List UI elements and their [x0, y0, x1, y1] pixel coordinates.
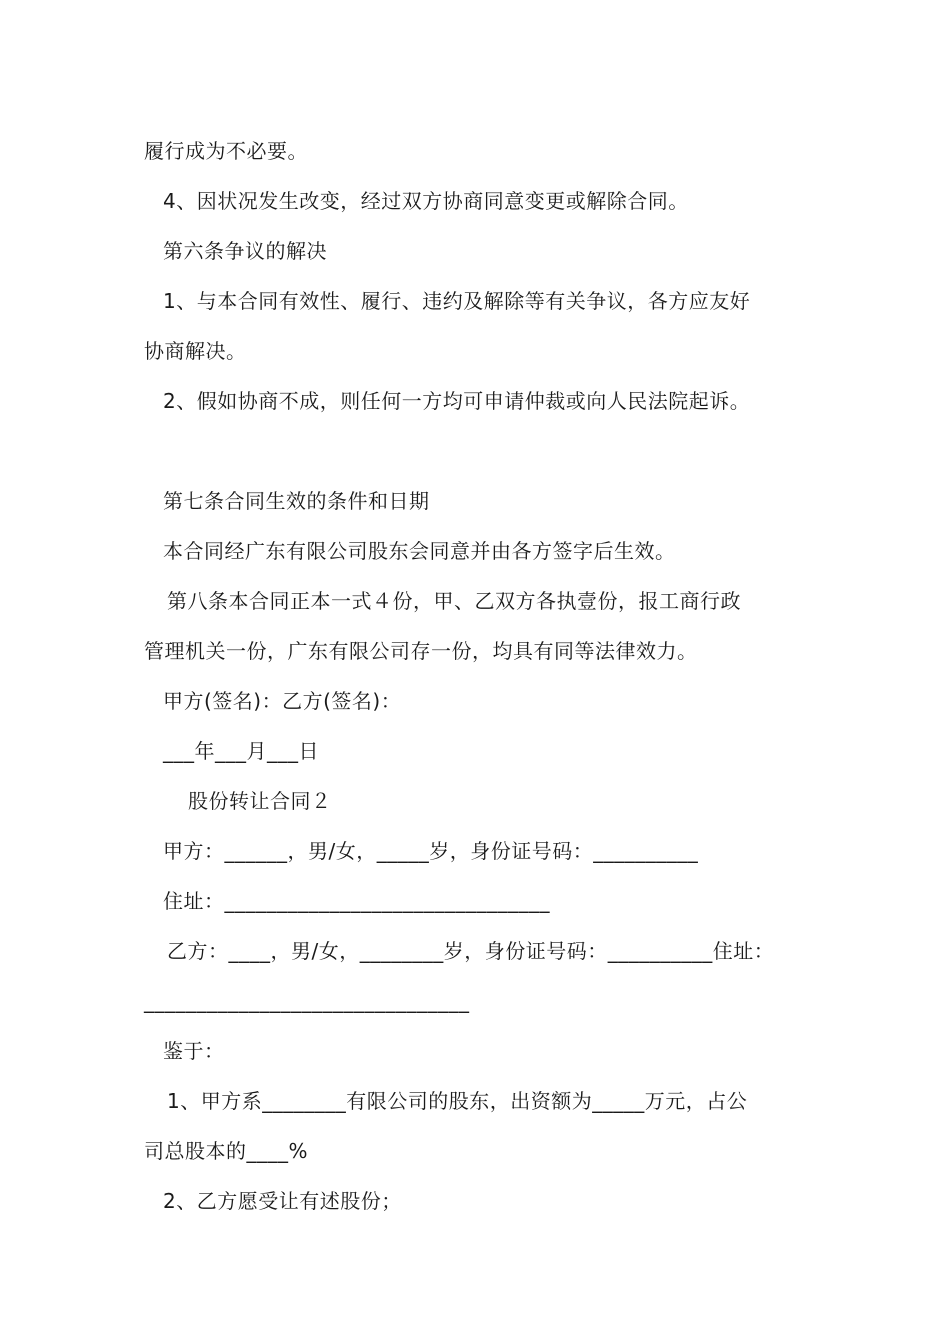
text-line: 住址：_______________________________ [163, 889, 550, 913]
date-line: ___年___月___日 [163, 739, 319, 763]
section-heading: 第六条争议的解决 [163, 239, 327, 263]
text-line: 管理机关一份，广东有限公司存一份，均具有同等法律效力。 [144, 639, 698, 663]
signature-line: 甲方(签名)：乙方(签名)： [163, 689, 402, 713]
section-heading: 第七条合同生效的条件和日期 [163, 489, 430, 513]
text-line: 2、假如协商不成，则任何一方均可申请仲裁或向人民法院起诉。 [163, 389, 751, 413]
text-line: 1、与本合同有效性、履行、违约及解除等有关争议，各方应友好 [163, 289, 751, 313]
text-line: 甲方：______，男/女，_____岁，身份证号码：__________ [163, 839, 699, 863]
text-line: 4、因状况发生改变，经过双方协商同意变更或解除合同。 [163, 189, 689, 213]
text-line: 乙方：____，男/女，________岁，身份证号码：__________住址： [167, 939, 775, 963]
text-line: 履行成为不必要。 [144, 139, 308, 163]
text-line: 鉴于： [163, 1039, 225, 1063]
text-line: 1、甲方系________有限公司的股东，出资额为_____万元，占公 [167, 1089, 748, 1113]
text-line: 协商解决。 [144, 339, 247, 363]
text-line: 本合同经广东有限公司股东会同意并由各方签字后生效。 [163, 539, 676, 563]
document-title: 股份转让合同２ [188, 789, 332, 813]
text-line: 司总股本的____% [144, 1139, 309, 1163]
text-line: 2、乙方愿受让有述股份； [163, 1189, 402, 1213]
text-line: _______________________________ [144, 989, 470, 1013]
section-heading: 第八条本合同正本一式４份，甲、乙双方各执壹份，报工商行政 [167, 589, 741, 613]
